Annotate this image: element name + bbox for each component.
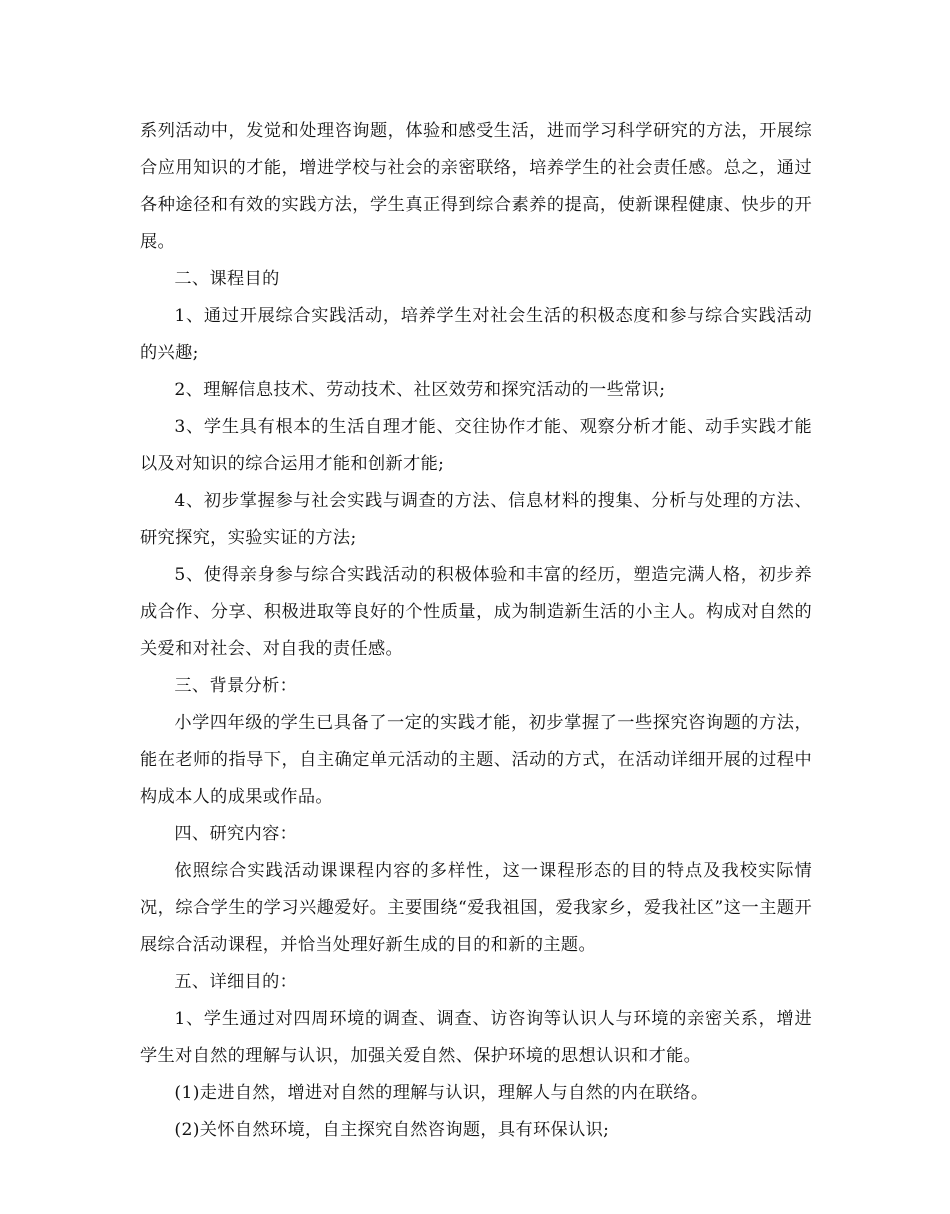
background-paragraph: 小学四年级的学生已具备了一定的实践才能，初步掌握了一些探究咨询题的方法，能在老师的指导下，自主确定单元活动的主题、活动的方式，在活动详细开展的过程中构成本人的成果或作品。 — [140, 713, 812, 807]
paragraph-continuation: 系列活动中，发觉和处理咨询题，体验和感受生活，进而学习科学研究的方法，开展综合应用知识的才能，增进学校与社会的亲密联络，培养学生的社会责任感。总之，通过各种途径和有效的实践方法，学生真正得到综合素养的提高，使新课程健康、快步的开展。 — [140, 121, 812, 252]
detailed-goal-subitem-1: (1)走进自然，增进对自然的理解与认识，理解人与自然的内在联络。 — [174, 1083, 709, 1103]
section-heading-research-content: 四、研究内容： — [174, 824, 298, 844]
detailed-goal-item-1: 1、学生通过对四周环境的调查、调查、访咨询等认识人与环境的亲密关系，增进学生对自然的理解与认识，加强关爱自然、保护环境的思想认识和才能。 — [140, 1009, 812, 1066]
detailed-goal-subitem-2: (2)关怀自然环境，自主探究自然咨询题，具有环保认识; — [174, 1120, 610, 1140]
section-heading-background: 三、背景分析： — [174, 676, 298, 696]
goal-item-1: 1、通过开展综合实践活动，培养学生对社会生活的积极态度和参与综合实践活动的兴趣; — [140, 306, 812, 363]
goal-item-5: 5、使得亲身参与综合实践活动的积极体验和丰富的经历，塑造完满人格，初步养成合作、分享、积极进取等良好的个性质量，成为制造新生活的小主人。构成对自然的关爱和对社会、对自我的责任感。 — [140, 565, 812, 659]
section-heading-course-goals: 二、课程目的 — [174, 269, 280, 289]
document-body — [140, 113, 812, 1149]
goal-item-2: 2、理解信息技术、劳动技术、社区效劳和探究活动的一些常识; — [174, 380, 666, 400]
research-content-paragraph: 依照综合实践活动课课程内容的多样性，这一课程形态的目的特点及我校实际情况，综合学生的学习兴趣爱好。主要围绕“爱我祖国，爱我家乡，爱我社区”这一主题开展综合活动课程，并恰当处理好新生成的目的和新的主题。 — [140, 861, 812, 955]
section-heading-detailed-goals: 五、详细目的： — [174, 972, 298, 992]
goal-item-3: 3、学生具有根本的生活自理才能、交往协作才能、观察分析才能、动手实践才能以及对知识的综合运用才能和创新才能; — [140, 417, 812, 474]
goal-item-4: 4、初步掌握参与社会实践与调查的方法、信息材料的搜集、分析与处理的方法、研究探究，实验实证的方法; — [140, 491, 812, 548]
